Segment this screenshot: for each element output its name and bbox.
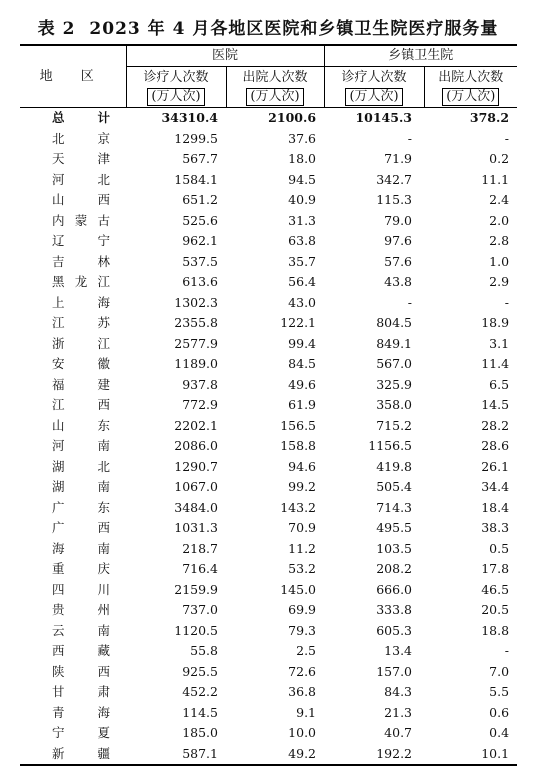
region-name: 山西 [52,192,110,207]
hospital-discharges-cell: 11.2 [288,540,317,556]
table-row [20,723,517,744]
hospital-visits-cell: 1031.3 [174,520,218,535]
table-title-text: 2023 年 4 月各地区医院和乡镇卫生院医疗服务量 [89,19,499,39]
table-row [20,682,517,703]
region-cell [20,477,126,498]
township-discharges-cell: 14.5 [481,397,510,412]
township-discharges-cell: 5.5 [489,684,510,699]
township-discharges-cell: 6.5 [489,376,510,392]
hospital-visits-cell: 2577.9 [174,335,218,351]
hospital-visits-cell: 925.5 [182,663,218,679]
township-discharges-cell: 3.1 [489,335,510,351]
township-visits-cell: 714.3 [376,499,413,515]
header-label: 出院人次数 [438,69,504,85]
township-discharges-cell: 28.2 [481,417,510,433]
township-visits-cell: 57.6 [384,253,413,269]
region-cell [20,395,126,416]
hospital-discharges-header [226,67,324,108]
table-row [20,580,517,601]
township-visits-cell: 804.5 [376,315,413,330]
township-visits-cell: 495.5 [376,520,413,535]
hospital-discharges-cell: 156.5 [280,417,317,433]
table-row [20,498,517,519]
region-cell [20,518,126,539]
region-name: 河北 [52,171,110,187]
header-label: 诊疗人次数 [143,69,209,85]
hospital-group-header: 医院 [126,45,324,67]
table-row [20,231,517,252]
hospital-visits-cell: 1290.7 [174,458,218,474]
township-visits-cell: 849.1 [376,335,413,351]
region-cell [20,231,126,252]
header-label: 诊疗人次数 [341,69,407,85]
region-name: 内蒙古 [52,212,110,228]
unit-label: (万人次) [345,88,402,106]
region-name: 西藏 [52,643,110,658]
region-name: 安徽 [52,356,110,371]
township-visits-cell: 1156.5 [368,438,413,453]
hospital-visits-cell: 1120.5 [174,622,218,638]
township-visits-cell: 103.5 [376,540,413,556]
township-discharges-cell: 378.2 [424,108,517,129]
township-discharges-cell: 20.5 [481,602,510,617]
region-name: 海南 [52,540,110,556]
township-visits-cell: 715.2 [376,417,413,433]
region-name: 新疆 [52,745,110,761]
table-row [20,190,517,211]
hospital-visits-cell: 613.6 [182,274,218,289]
hospital-discharges-cell: 31.3 [288,212,317,228]
medical-service-table [20,44,517,766]
hospital-discharges-cell: 53.2 [288,561,317,576]
region-name: 总计 [52,110,110,125]
township-visits-cell: 10145.3 [324,108,424,129]
hospital-visits-cell: 185.0 [182,725,218,740]
region-cell [20,313,126,334]
hospital-visits-cell: 1067.0 [174,479,218,494]
township-visits-cell: 358.0 [376,397,413,412]
region-cell [20,334,126,355]
township-discharges-cell: 7.0 [489,663,510,679]
table-row [20,211,517,232]
hospital-visits-cell: 962.1 [182,233,218,248]
table-row [20,621,517,642]
table-row [20,149,517,170]
hospital-discharges-cell: 63.8 [288,233,317,248]
region-cell [20,682,126,703]
hospital-discharges-cell: 99.2 [288,479,317,494]
table-row [20,395,517,416]
region-cell [20,498,126,519]
region-name: 四川 [52,581,110,597]
township-visits-cell: 505.4 [376,479,413,494]
hospital-discharges-cell: 70.9 [288,520,317,535]
region-name: 广西 [52,520,110,535]
hospital-discharges-cell: 40.9 [288,192,317,207]
region-cell [20,293,126,314]
table-row [20,334,517,355]
region-name: 江西 [52,397,110,412]
hospital-visits-cell: 716.4 [182,561,218,576]
hospital-discharges-cell: 9.1 [296,704,317,720]
total-row [20,108,517,129]
unit-label: (万人次) [246,88,303,106]
region-name: 辽宁 [52,233,110,248]
hospital-discharges-cell: 49.2 [226,744,324,766]
hospital-visits-cell: 587.1 [126,744,226,766]
region-name: 福建 [52,376,110,392]
table-number: 表 2 [37,19,76,39]
hospital-discharges-cell: 2100.6 [226,108,324,129]
region-name: 浙江 [52,335,110,351]
hospital-discharges-cell: 94.5 [288,171,317,187]
township-visits-cell: 325.9 [376,376,413,392]
region-name: 黑龙江 [52,274,110,289]
region-name: 北京 [52,130,110,146]
region-cell [20,559,126,580]
township-discharges-cell: 11.1 [481,171,510,187]
unit-label: (万人次) [442,88,499,106]
township-discharges-cell: 28.6 [481,438,510,453]
hospital-visits-cell: 218.7 [182,540,218,556]
township-discharges-cell: - [504,294,510,310]
hospital-discharges-cell: 79.3 [288,622,317,638]
region-name: 甘肃 [52,684,110,699]
township-visits-cell: 79.0 [384,212,413,228]
region-cell [20,211,126,232]
region-cell [20,252,126,273]
region-name: 天津 [52,151,110,166]
region-name: 江苏 [52,315,110,330]
region-name: 陕西 [52,663,110,679]
region-cell [20,354,126,375]
region-name: 湖北 [52,458,110,474]
region-cell [20,149,126,170]
hospital-discharges-cell: 99.4 [288,335,317,351]
hospital-visits-cell: 114.5 [182,704,218,720]
region-name: 重庆 [52,561,110,576]
township-discharges-cell: 18.8 [481,622,510,638]
township-discharges-cell: 11.4 [481,356,510,371]
township-discharges-cell: 18.9 [481,315,510,330]
township-discharges-header [424,67,517,108]
hospital-discharges-cell: 84.5 [288,356,317,371]
table-row [20,703,517,724]
region-name: 山东 [52,417,110,433]
table-row [20,272,517,293]
hospital-visits-cell: 2159.9 [174,581,218,597]
township-visits-cell: 43.8 [384,274,413,289]
region-name: 上海 [52,294,110,310]
region-column-header: 地 区 [20,45,126,108]
township-visits-cell: 97.6 [384,233,413,248]
hospital-visits-cell: 1189.0 [174,356,218,371]
township-discharges-cell: 0.2 [489,151,510,166]
hospital-discharges-cell: 122.1 [280,315,317,330]
table-row [20,293,517,314]
township-discharges-cell: 0.4 [489,725,510,740]
region-cell [20,170,126,191]
region-cell [20,580,126,601]
table-row [20,518,517,539]
table-row [20,457,517,478]
township-discharges-cell: 2.4 [489,192,510,207]
region-name: 贵州 [52,602,110,617]
region-name: 河南 [52,438,110,453]
hospital-visits-cell: 34310.4 [126,108,226,129]
township-discharges-cell: 0.5 [489,540,510,556]
region-cell [20,641,126,662]
table-row [20,416,517,437]
hospital-visits-cell: 452.2 [182,684,218,699]
hospital-discharges-cell: 69.9 [288,602,317,617]
table-row [20,662,517,683]
table-row [20,375,517,396]
hospital-discharges-cell: 145.0 [280,581,317,597]
township-visits-cell: 208.2 [376,561,413,576]
hospital-visits-cell: 525.6 [182,212,218,228]
township-discharges-cell: 10.1 [424,744,517,766]
hospital-discharges-cell: 94.6 [288,458,317,474]
table-body [20,108,517,766]
table-row [20,170,517,191]
table-row [20,313,517,334]
table-row [20,436,517,457]
hospital-visits-cell: 2202.1 [174,417,218,433]
township-visits-cell: 605.3 [376,622,413,638]
township-discharges-cell: - [504,643,510,658]
region-name: 广东 [52,499,110,515]
region-cell [20,190,126,211]
hospital-discharges-cell: 56.4 [288,274,317,289]
hospital-visits-cell: 737.0 [182,602,218,617]
hospital-visits-cell: 651.2 [182,192,218,207]
hospital-visits-cell: 537.5 [182,253,218,269]
township-discharges-cell: 18.4 [481,499,510,515]
table-row [20,539,517,560]
township-discharges-cell: 17.8 [481,561,510,576]
header-label: 出院人次数 [242,69,308,85]
hospital-visits-cell: 55.8 [190,643,218,658]
township-discharges-cell: 2.0 [489,212,510,228]
hospital-discharges-cell: 2.5 [296,643,317,658]
table-row [20,641,517,662]
hospital-discharges-cell: 18.0 [288,151,317,166]
hospital-visits-cell: 2086.0 [174,438,218,453]
region-cell [20,108,126,129]
township-visits-cell: - [407,294,413,310]
region-cell [20,457,126,478]
township-visits-header [324,67,424,108]
township-discharges-cell: 1.0 [489,253,510,269]
hospital-discharges-cell: 35.7 [288,253,317,269]
township-visits-cell: - [407,130,413,146]
township-visits-cell: 40.7 [384,725,413,740]
hospital-visits-cell: 3484.0 [174,499,218,515]
township-visits-cell: 71.9 [384,151,413,166]
table-row [20,354,517,375]
region-cell [20,375,126,396]
hospital-visits-cell: 567.7 [182,151,218,166]
region-cell [20,416,126,437]
hospital-discharges-cell: 61.9 [288,397,317,412]
township-visits-cell: 333.8 [376,602,413,617]
region-name: 宁夏 [52,725,110,740]
table-header [20,45,517,108]
unit-label: (万人次) [147,88,204,106]
table-title [0,14,536,39]
township-discharges-cell: 2.8 [489,233,510,248]
hospital-discharges-cell: 143.2 [280,499,317,515]
region-cell [20,744,126,766]
township-discharges-cell: 38.3 [481,520,510,535]
region-cell [20,703,126,724]
region-cell [20,129,126,150]
township-visits-cell: 115.3 [376,192,413,207]
township-visits-cell: 666.0 [376,581,413,597]
region-cell [20,272,126,293]
township-visits-cell: 157.0 [376,663,413,679]
township-discharges-cell: 46.5 [481,581,510,597]
region-cell [20,723,126,744]
township-visits-cell: 21.3 [384,704,413,720]
hospital-discharges-cell: 10.0 [288,725,317,740]
township-discharges-cell: 2.9 [489,274,510,289]
township-visits-cell: 13.4 [384,643,413,658]
hospital-discharges-cell: 158.8 [280,438,317,453]
table-row [20,129,517,150]
township-discharges-cell: - [504,130,510,146]
township-discharges-cell: 0.6 [489,704,510,720]
table-row [20,252,517,273]
hospital-discharges-cell: 49.6 [288,376,317,392]
region-cell [20,621,126,642]
township-visits-cell: 192.2 [324,744,424,766]
hospital-visits-cell: 772.9 [182,397,218,412]
table-row [20,744,517,766]
township-group-header: 乡镇卫生院 [324,45,517,67]
table-row [20,600,517,621]
hospital-visits-cell: 1299.5 [174,130,218,146]
region-cell [20,539,126,560]
hospital-discharges-cell: 72.6 [288,663,317,679]
region-cell [20,436,126,457]
region-name: 青海 [52,704,110,720]
hospital-discharges-cell: 43.0 [288,294,317,310]
region-name: 云南 [52,622,110,638]
hospital-discharges-cell: 36.8 [288,684,317,699]
region-cell [20,662,126,683]
hospital-visits-cell: 2355.8 [174,315,218,330]
table-row [20,477,517,498]
township-discharges-cell: 26.1 [481,458,510,474]
region-cell [20,600,126,621]
region-name: 湖南 [52,479,110,494]
hospital-discharges-cell: 37.6 [288,130,317,146]
township-discharges-cell: 34.4 [481,479,510,494]
hospital-visits-header [126,67,226,108]
township-visits-cell: 419.8 [376,458,413,474]
township-visits-cell: 342.7 [376,171,413,187]
township-visits-cell: 84.3 [384,684,413,699]
hospital-visits-cell: 937.8 [182,376,218,392]
table-row [20,559,517,580]
township-visits-cell: 567.0 [376,356,413,371]
hospital-visits-cell: 1584.1 [174,171,218,187]
region-name: 吉林 [52,253,110,269]
hospital-visits-cell: 1302.3 [174,294,218,310]
